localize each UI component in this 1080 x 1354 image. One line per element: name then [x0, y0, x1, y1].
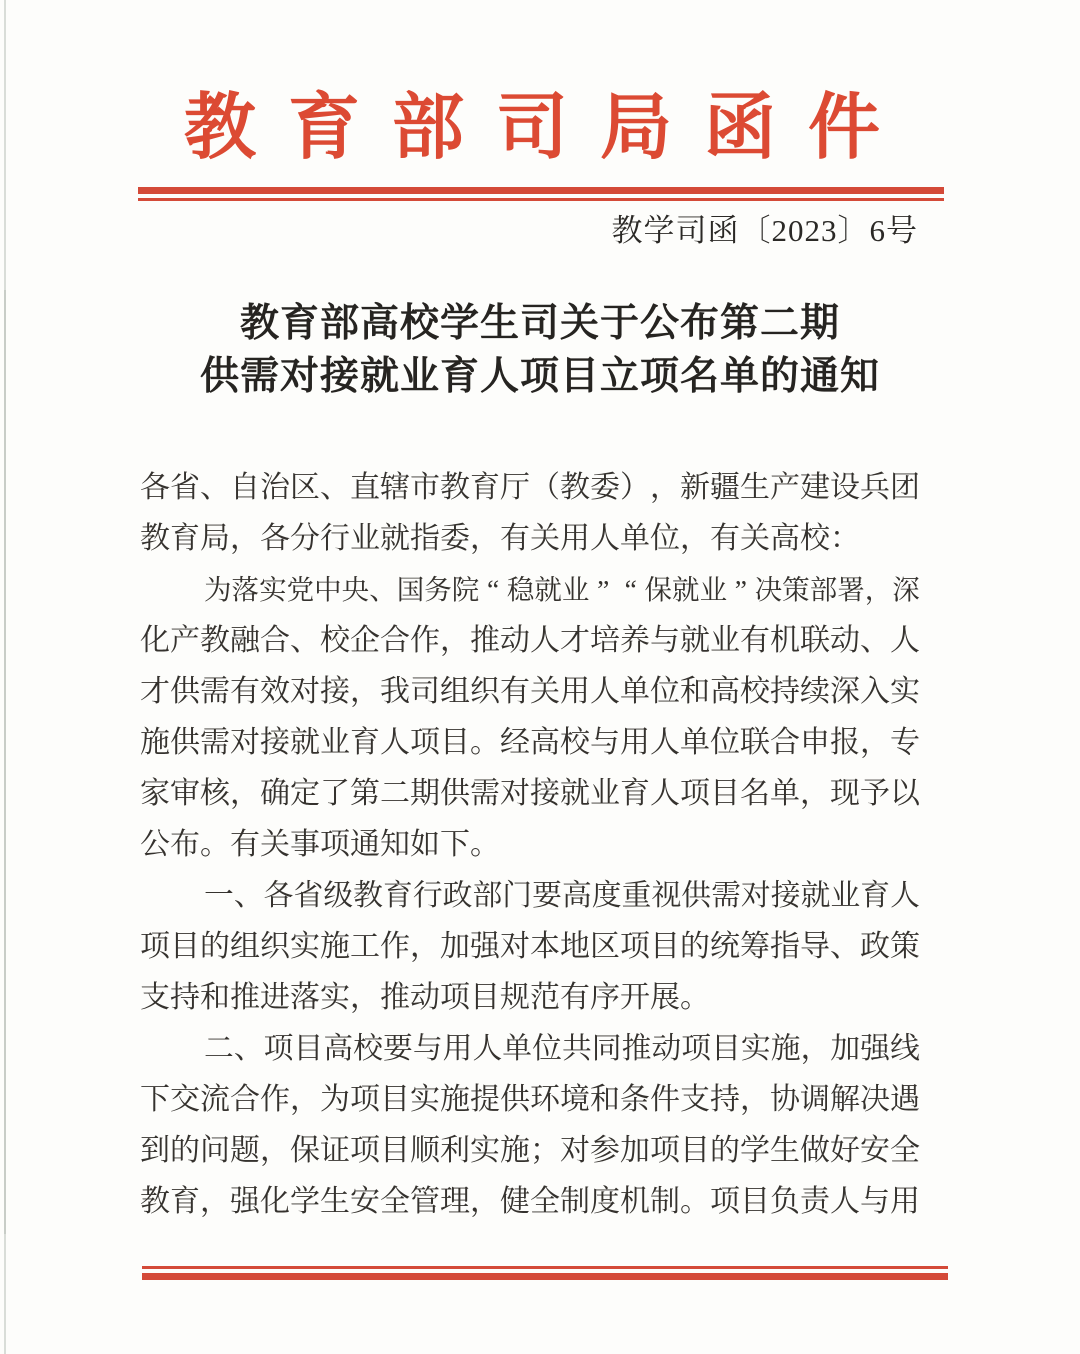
letterhead-rule: [138, 187, 944, 201]
body-line: 教育局，各分行业就指委，有关用人单位，有关高校：: [140, 522, 860, 555]
body-line: 支持和推进落实，推动项目规范有序开展。: [140, 981, 710, 1014]
document-title: [0, 297, 1080, 403]
body-line: 才 供 需 有 效 对 接 ， 我 司 组 织 有 关 用 人 单 位 和 高 校 持 续 深 入 实: [140, 675, 920, 708]
document-number: 教学司函〔2023〕6号: [611, 213, 918, 248]
footer-rule-thick-line: [142, 1273, 948, 1280]
body-line: 公布。有关事项通知如下。: [140, 828, 500, 861]
body-line: 下 交 流 合 作 ， 为 项 目 实 施 提 供 环 境 和 条 件 支 持 ， 协 调 解 决 遇: [140, 1083, 920, 1116]
body-line: 为 落 实 党 中 央 、 国 务 院 “ 稳 就 业 ” “ 保 就 业 ” 决 策 部 署 ， 深: [204, 574, 920, 605]
body-line: 一 、 各 省 级 教 育 行 政 部 门 要 高 度 重 视 供 需 对 接 就 业 育 人: [204, 879, 920, 912]
letterhead-title: 教育部司局函件: [183, 88, 912, 168]
letterhead-rule-thick-line: [138, 187, 944, 194]
body-line: 项 目 的 组 织 实 施 工 作 ， 加 强 对 本 地 区 项 目 的 统 筹 指 导 、 政 策: [140, 930, 920, 963]
body-line: 各 省 、 自 治 区 、 直 辖 市 教 育 厅 （ 教 委 ） ， 新 疆 生 产 建 设 兵 团: [140, 471, 920, 504]
document-title-line2: 供需对接就业育人项目立项名单的通知: [199, 355, 880, 398]
footer-rule-thin-line: [142, 1266, 948, 1269]
body-line: 教 育 ， 强 化 学 生 安 全 管 理 ， 健 全 制 度 机 制 。 项 目 负 责 人 与 用: [140, 1185, 920, 1218]
body-line: 到 的 问 题 ， 保 证 项 目 顺 利 实 施 ； 对 参 加 项 目 的 学 生 做 好 安 全: [140, 1134, 920, 1167]
document-title-line1: 教育部高校学生司关于公布第二期: [239, 302, 840, 345]
body-line: 化 产 教 融 合 、 校 企 合 作 ， 推 动 人 才 培 养 与 就 业 有 机 联 动 、 人: [140, 624, 920, 657]
footer-rule: [142, 1266, 948, 1280]
body-line: 二 、 项 目 高 校 要 与 用 人 单 位 共 同 推 动 项 目 实 施 ， 加 强 线: [204, 1032, 920, 1065]
document-body: [140, 462, 920, 1227]
scan-edge-artifact-dark: [4, 290, 6, 1234]
letterhead-rule-thin-line: [138, 198, 944, 201]
body-line: 施 供 需 对 接 就 业 育 人 项 目 。 经 高 校 与 用 人 单 位 联 合 申 报 ， 专: [140, 726, 920, 759]
body-line: 家 审 核 ， 确 定 了 第 二 期 供 需 对 接 就 业 育 人 项 目 名 单 ， 现 予 以: [140, 777, 920, 810]
